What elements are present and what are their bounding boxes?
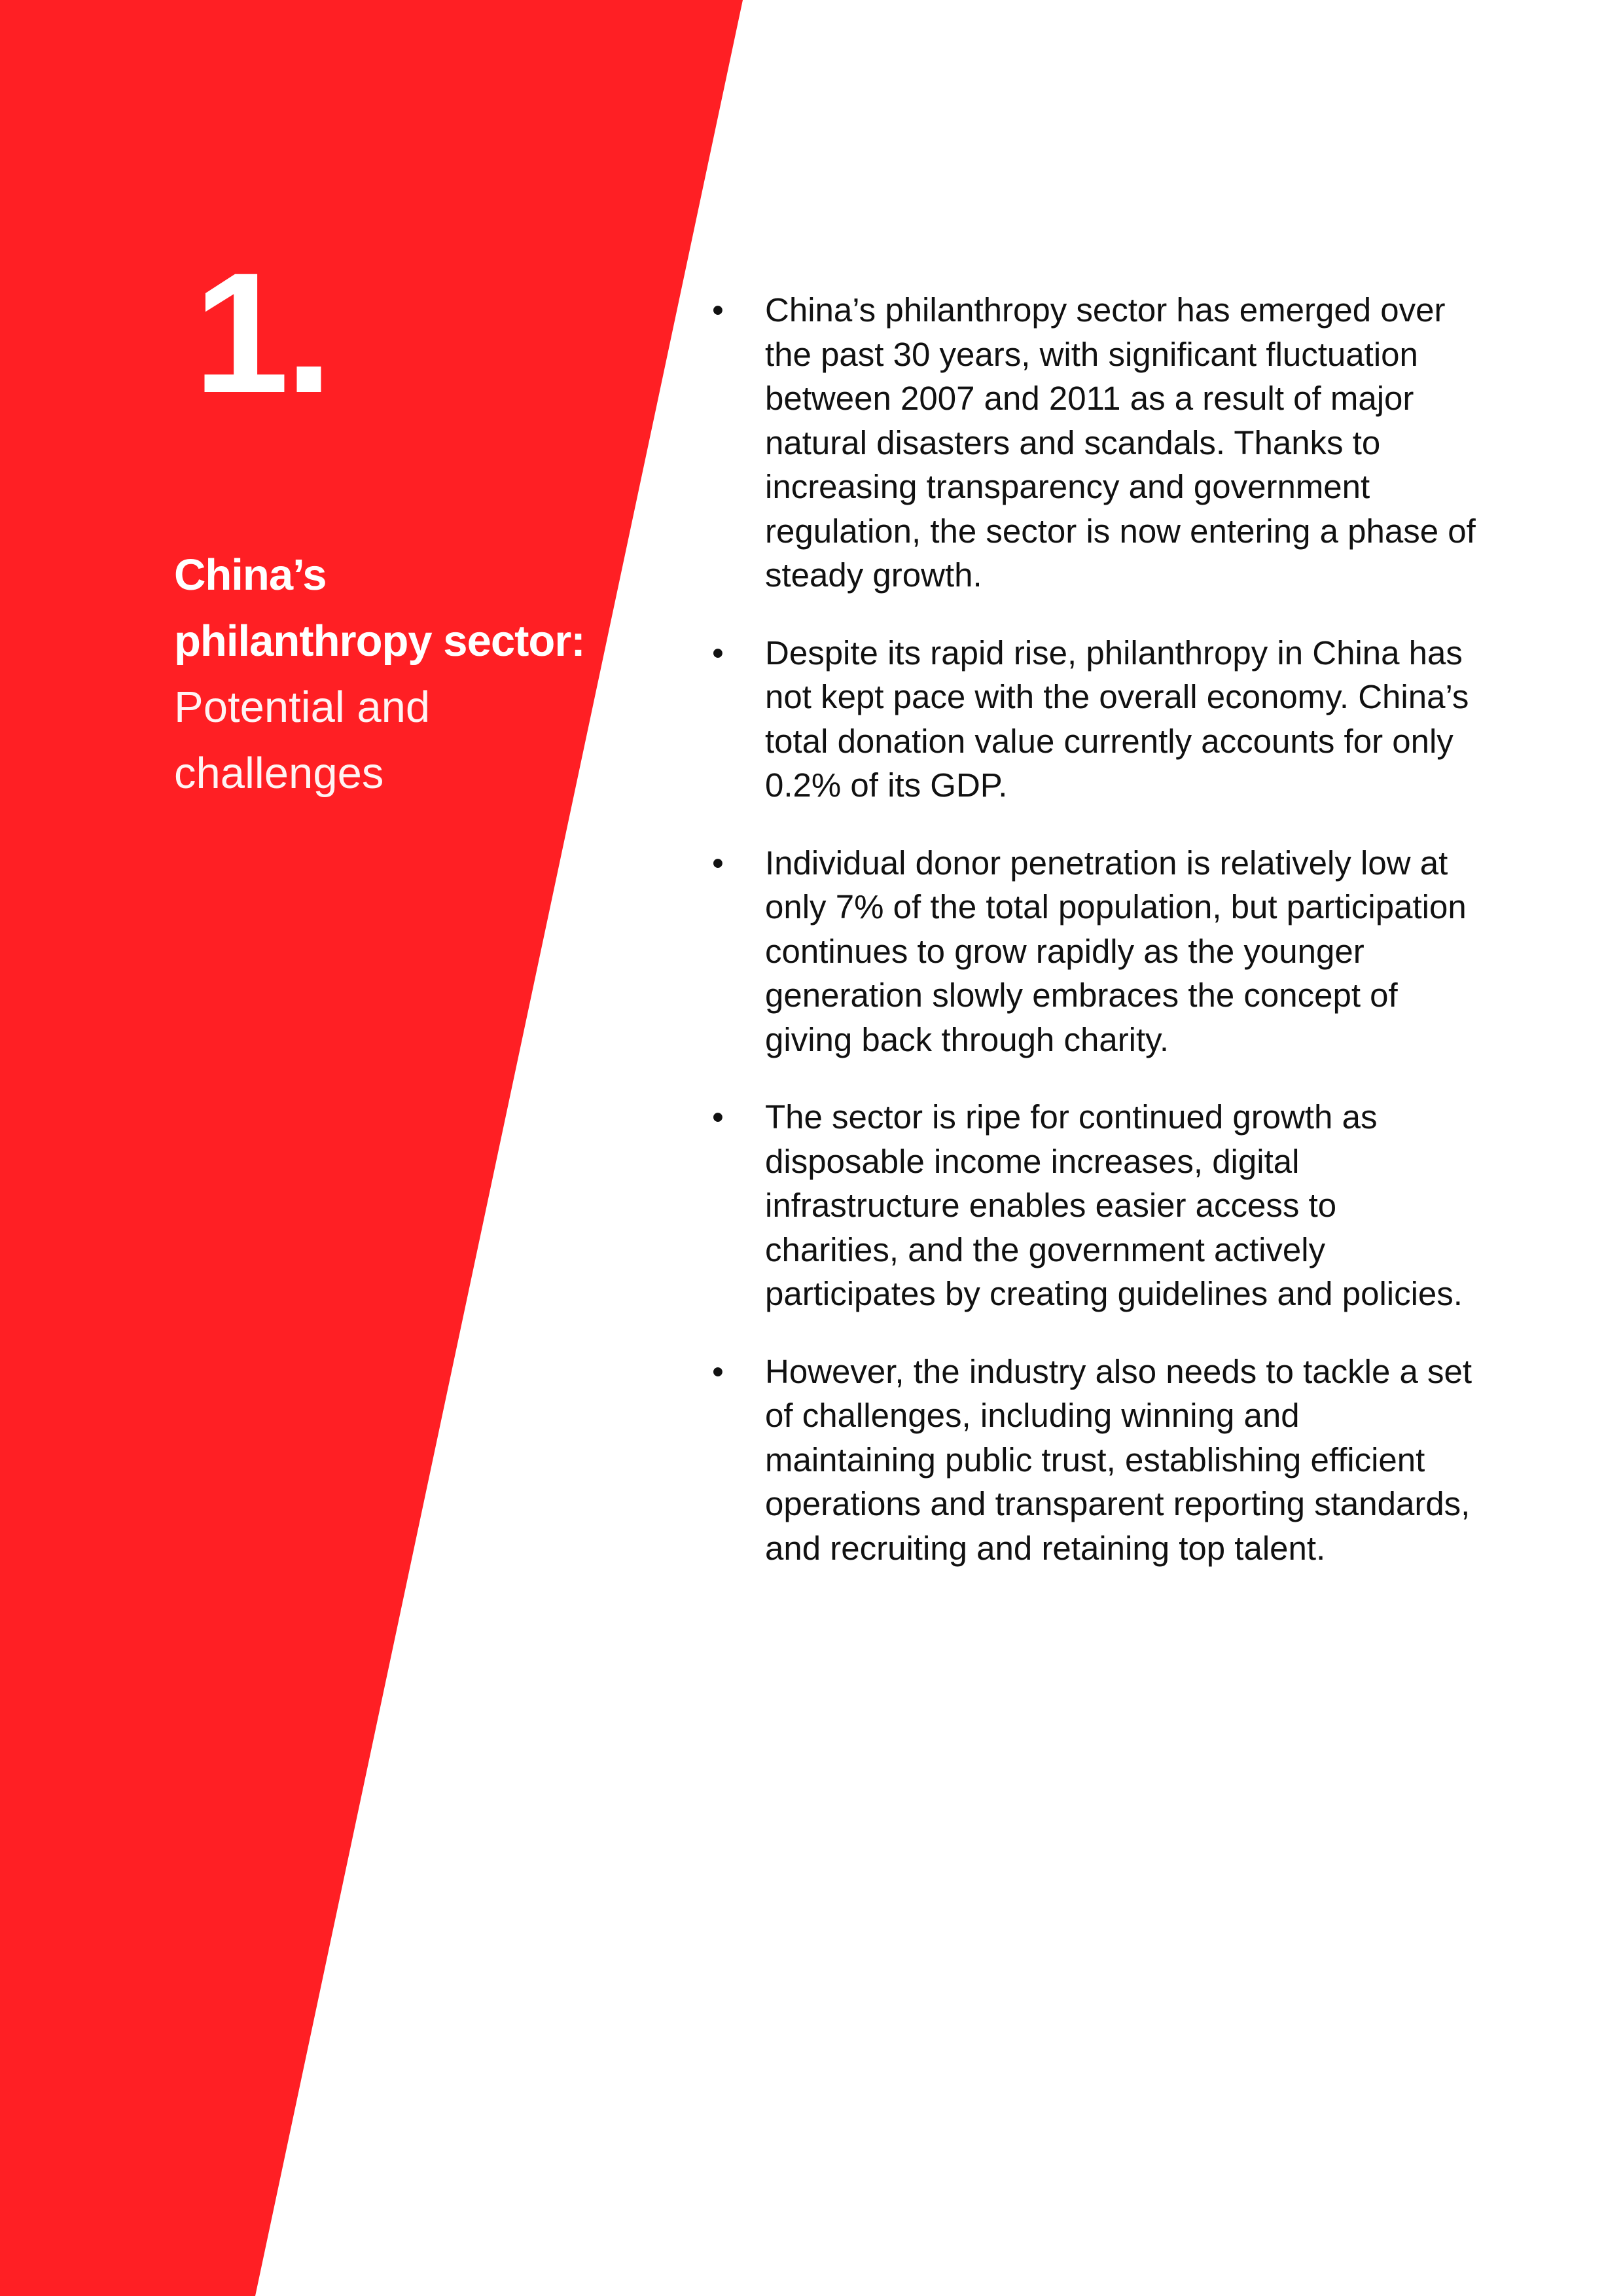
section-number: 1.: [194, 237, 329, 429]
key-finding-item: [712, 631, 1478, 808]
key-finding-item: [712, 1350, 1478, 1571]
section-title-bold: China’s philanthropy sector:: [174, 550, 585, 666]
bullet-dot-icon: •: [712, 291, 724, 329]
bullet-dot-icon: •: [712, 634, 724, 672]
key-finding-text: China’s philanthropy sector has emerged over the past 30 years, with significant fluctuation between 2007 and 2011 as a result of major natural disasters and scandals. Thanks to increasing transparency and government regulation, the sector is now entering a phase of steady growth.: [765, 291, 1476, 594]
bullet-dot-icon: •: [712, 1352, 724, 1390]
key-finding-text: However, the industry also needs to tackle a set of challenges, including winning and maintaining public trust, establishing efficient operations and transparent reporting standards, and recruiting and retaining top talent.: [765, 1352, 1472, 1567]
key-finding-text: The sector is ripe for continued growth as disposable income increases, digital infrastructure enables easier access to charities, and the government actively participates by creating guidelines and policies.: [765, 1098, 1463, 1312]
key-finding-item: [712, 288, 1478, 598]
bullet-dot-icon: •: [712, 844, 724, 882]
key-finding-text: Despite its rapid rise, philanthropy in China has not kept pace with the overall economy. China’s total donation value currently accounts for only 0.2% of its GDP.: [765, 634, 1469, 804]
section-title: [174, 542, 593, 806]
key-findings-list: [712, 288, 1478, 1604]
key-finding-item: [712, 1095, 1478, 1316]
bullet-dot-icon: •: [712, 1098, 724, 1136]
key-finding-item: [712, 841, 1478, 1062]
red-diagonal-shape: [0, 0, 743, 2296]
section-title-light: Potential and challenges: [174, 683, 431, 798]
key-finding-text: Individual donor penetration is relatively low at only 7% of the total population, but participation continues to grow rapidly as the younger generation slowly embraces the concept of giving back through charity.: [765, 844, 1467, 1058]
